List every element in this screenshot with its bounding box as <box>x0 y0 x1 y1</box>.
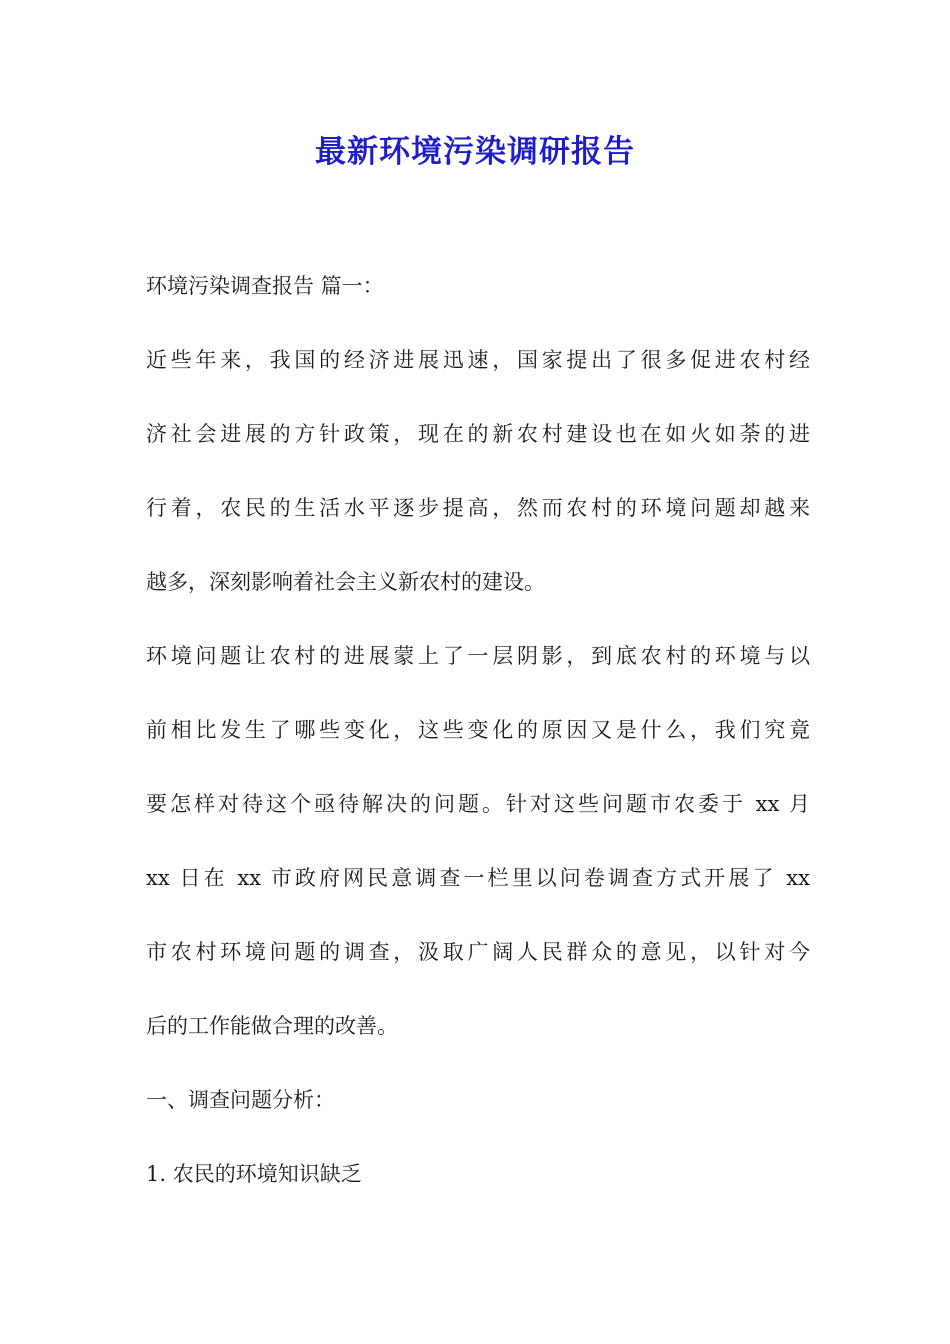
paragraph-line: 前相比发生了哪些变化，这些变化的原因又是什么，我们究竟 <box>146 718 810 742</box>
paragraph-line: 环境问题让农村的进展蒙上了一层阴影，到底农村的环境与以 <box>146 644 810 668</box>
section-heading: 环境污染调查报告 篇一： <box>146 274 384 298</box>
subheading: 一、调查问题分析： <box>146 1088 335 1112</box>
document-title: 最新环境污染调研报告 <box>315 134 635 170</box>
paragraph-line: xx 日在 xx 市政府网民意调查一栏里以问卷调查方式开展了 xx <box>146 866 810 890</box>
spacer <box>146 823 810 860</box>
spacer <box>146 453 810 490</box>
paragraph-line: 行着，农民的生活水平逐步提高，然而农村的环境问题却越来 <box>146 496 810 520</box>
paragraph-line: 市农村环境问题的调查，汲取广阔人民群众的意见，以针对今 <box>146 940 810 964</box>
paragraph-line: 后的工作能做合理的改善。 <box>146 1014 398 1038</box>
spacer <box>146 897 810 934</box>
spacer <box>146 379 810 416</box>
spacer <box>146 971 810 1008</box>
document-body <box>146 268 810 1193</box>
paragraph-line: 济社会进展的方针政策，现在的新农村建设也在如火如荼的进 <box>146 422 810 446</box>
spacer <box>146 1119 810 1156</box>
spacer <box>146 1045 810 1082</box>
paragraph-line: 要怎样对待这个亟待解决的问题。针对这些问题市农委于 xx 月 <box>146 792 810 816</box>
paragraph-line: 近些年来，我国的经济进展迅速，国家提出了很多促进农村经 <box>146 348 810 372</box>
spacer <box>146 601 810 638</box>
spacer <box>146 675 810 712</box>
spacer <box>146 305 810 342</box>
paragraph-line: 越多，深刻影响着社会主义新农村的建设。 <box>146 570 545 594</box>
list-item: 1. 农民的环境知识缺乏 <box>146 1162 362 1186</box>
spacer <box>146 749 810 786</box>
spacer <box>146 527 810 564</box>
